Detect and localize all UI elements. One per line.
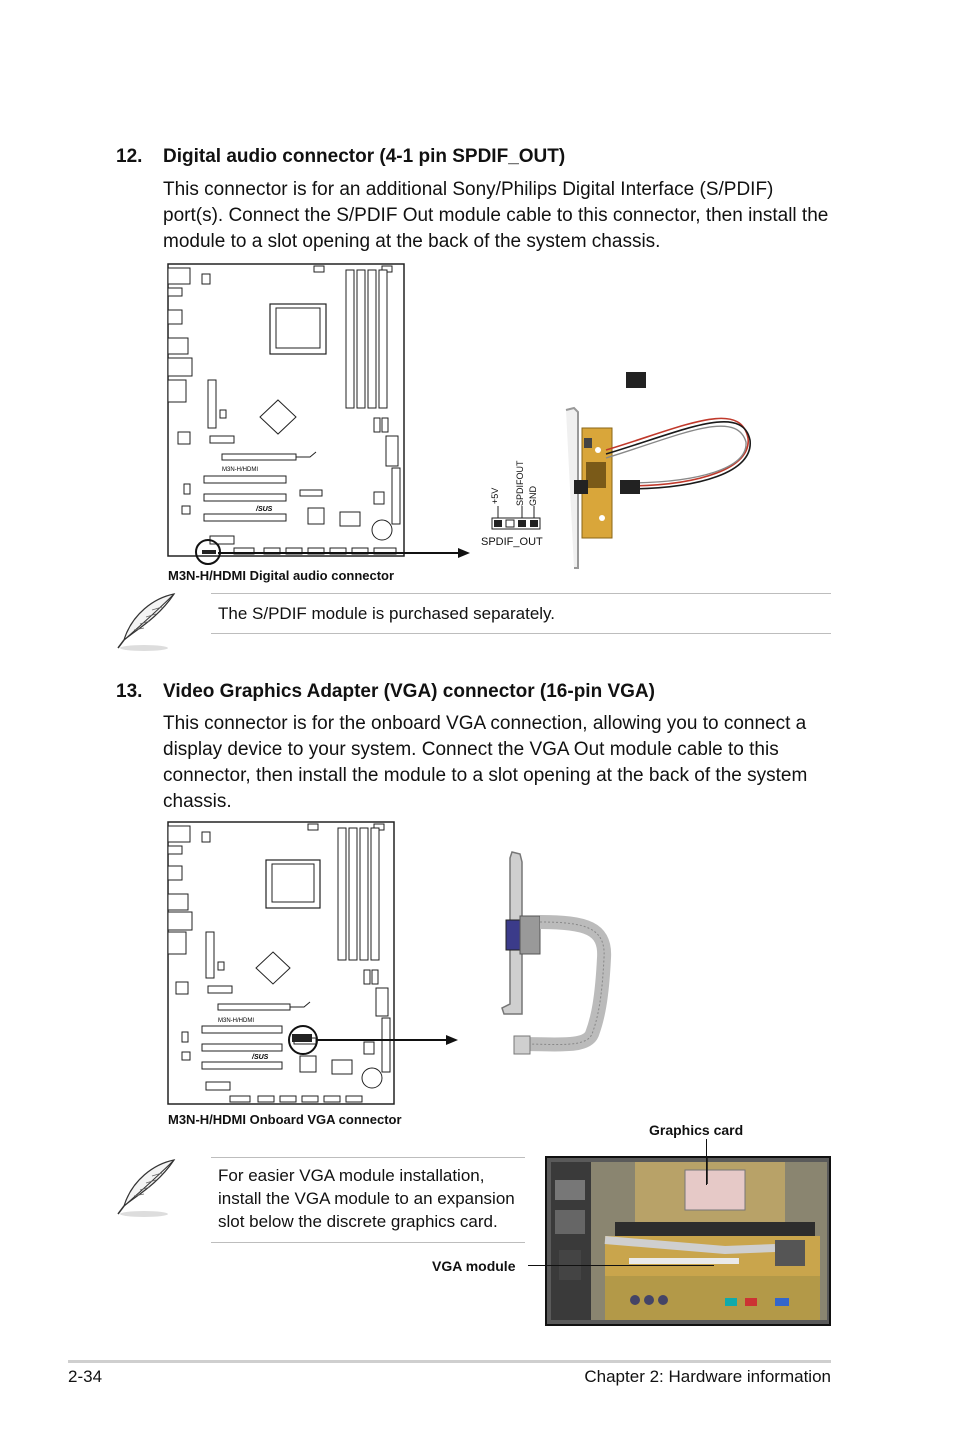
footer-rule — [68, 1360, 831, 1363]
feather-pen-icon — [114, 1156, 180, 1218]
section-13-title: Video Graphics Adapter (VGA) connector (16-pin VGA) — [163, 681, 655, 702]
section-13-number: 13. — [116, 681, 143, 702]
note-1-text: The S/PDIF module is purchased separately. — [218, 604, 556, 623]
section-13-body: This connector is for the onboard VGA connection, allowing you to connect a display device to your system. Connect the VGA Out module cable to this connector, then install the module to a slot opening at the back of the system chassis. — [163, 713, 808, 812]
section-13-caption: M3N-H/HDMI Onboard VGA connector — [168, 1112, 402, 1127]
spdif-pin-header — [488, 506, 544, 532]
vga-module-label: VGA module — [432, 1258, 516, 1274]
note-2-top-rule — [211, 1157, 525, 1158]
vga-module-pointer — [528, 1265, 714, 1266]
page-number: 2-34 — [68, 1367, 103, 1386]
section-12-title: Digital audio connector (4-1 pin SPDIF_OUT) — [163, 146, 566, 167]
spdif-out-label: SPDIF_OUT — [481, 536, 543, 548]
note-2-text: For easier VGA module installation, install the VGA module to an expansion slot below the discrete graphics card. — [218, 1166, 515, 1231]
chapter-title: Chapter 2: Hardware information — [584, 1367, 831, 1386]
asus-logo: /SUS — [256, 506, 273, 513]
board-label: M3N-H/HDMI — [218, 1018, 254, 1024]
section-12-body: This connector is for an additional Sony/Philips Digital Interface (S/PDIF) port(s). Connect the S/PDIF Out module cable to this connector, then install the module to a slot opening at the back of the system chassis. — [163, 179, 829, 252]
feather-pen-icon — [114, 590, 180, 652]
section-12-caption: M3N-H/HDMI Digital audio connector — [168, 568, 395, 583]
graphics-card-pointer — [706, 1139, 707, 1185]
section-12-number: 12. — [116, 146, 143, 167]
note-1-top-rule — [211, 593, 831, 594]
spdif-module-image — [560, 368, 760, 572]
motherboard-diagram-vga — [160, 820, 470, 1110]
asus-logo: /SUS — [252, 1054, 269, 1061]
note-1-bottom-rule — [211, 633, 831, 634]
vga-module-image — [496, 848, 616, 1074]
installation-photo — [545, 1140, 833, 1330]
motherboard-diagram-spdif — [160, 262, 480, 572]
note-2-bottom-rule — [211, 1242, 525, 1243]
board-label: M3N-H/HDMI — [222, 467, 258, 473]
graphics-card-label: Graphics card — [649, 1122, 744, 1138]
